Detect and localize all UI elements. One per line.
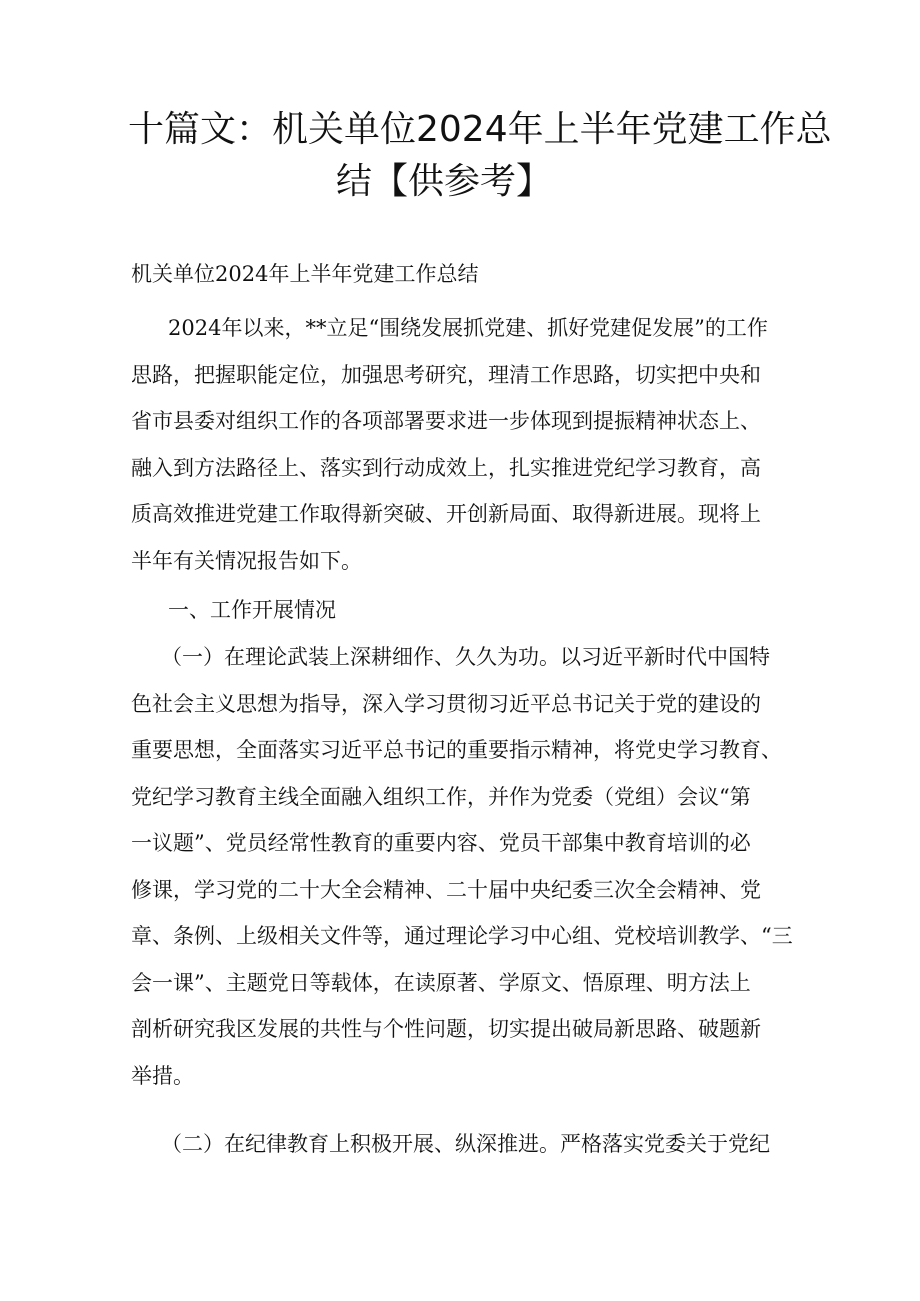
text-line: 思路，把握职能定位，加强思考研究，理清工作思路，切实把中央和 [131,362,761,387]
text-line: 半年有关情况报告如下。 [131,548,362,573]
document-subtitle: 机关单位2024年上半年党建工作总结 [131,262,479,286]
text-line: （一）在理论武装上深耕细作、久久为功。以习近平新时代中国特 [161,645,770,669]
heading-text: 一、工作开展情况 [168,598,336,622]
text-line: 一议题”、党员经常性教育的重要内容、党员干部集中教育培训的必 [131,831,751,855]
text-line: 融入到方法路径上、落实到行动成效上，扎实推进党纪学习教育，高 [131,455,761,480]
paragraph-theory [131,634,796,1099]
title-line-2: 结【供参考】 [336,161,553,202]
text-line: 会一课”、主题党日等载体，在读原著、学原文、悟原理、明方法上 [131,970,751,995]
text-line: 省市县委对组织工作的各项部署要求进一步体现到提振精神状态上、 [131,409,761,433]
text-line: 2024年以来，**立足“围绕发展抓党建、抓好党建促发展”的工作 [168,316,768,340]
section-heading [131,587,796,634]
text-line: （二）在纪律教育上积极开展、纵深推进。严格落实党委关于党纪 [161,1132,770,1156]
text-line: 色社会主义思想为指导，深入学习贯彻习近平总书记关于党的建设的 [131,691,761,716]
text-line: 党纪学习教育主线全面融入组织工作，并作为党委（党组）会议“第 [131,784,751,809]
text-line: 章、条例、上级相关文件等，通过理论学习中心组、党校培训教学、“三 [131,924,793,948]
text-line: 质高效推进党建工作取得新突破、开创新局面、取得新进展。现将上 [131,502,761,526]
text-line: 举措。 [131,1063,194,1088]
text-line: 重要思想，全面落实习近平总书记的重要指示精神，将党史学习教育、 [131,738,782,762]
paragraph-discipline [131,1121,796,1168]
document-title [128,104,832,208]
text-line: 剖析研究我区发展的共性与个性问题，切实提出破局新思路、破题新 [131,1017,761,1041]
paragraph-intro [131,305,796,584]
text-line: 修课，学习党的二十大全会精神、二十届中央纪委三次全会精神、党 [131,877,761,902]
title-line-1: 十篇文：机关单位2024年上半年党建工作总 [128,109,832,150]
